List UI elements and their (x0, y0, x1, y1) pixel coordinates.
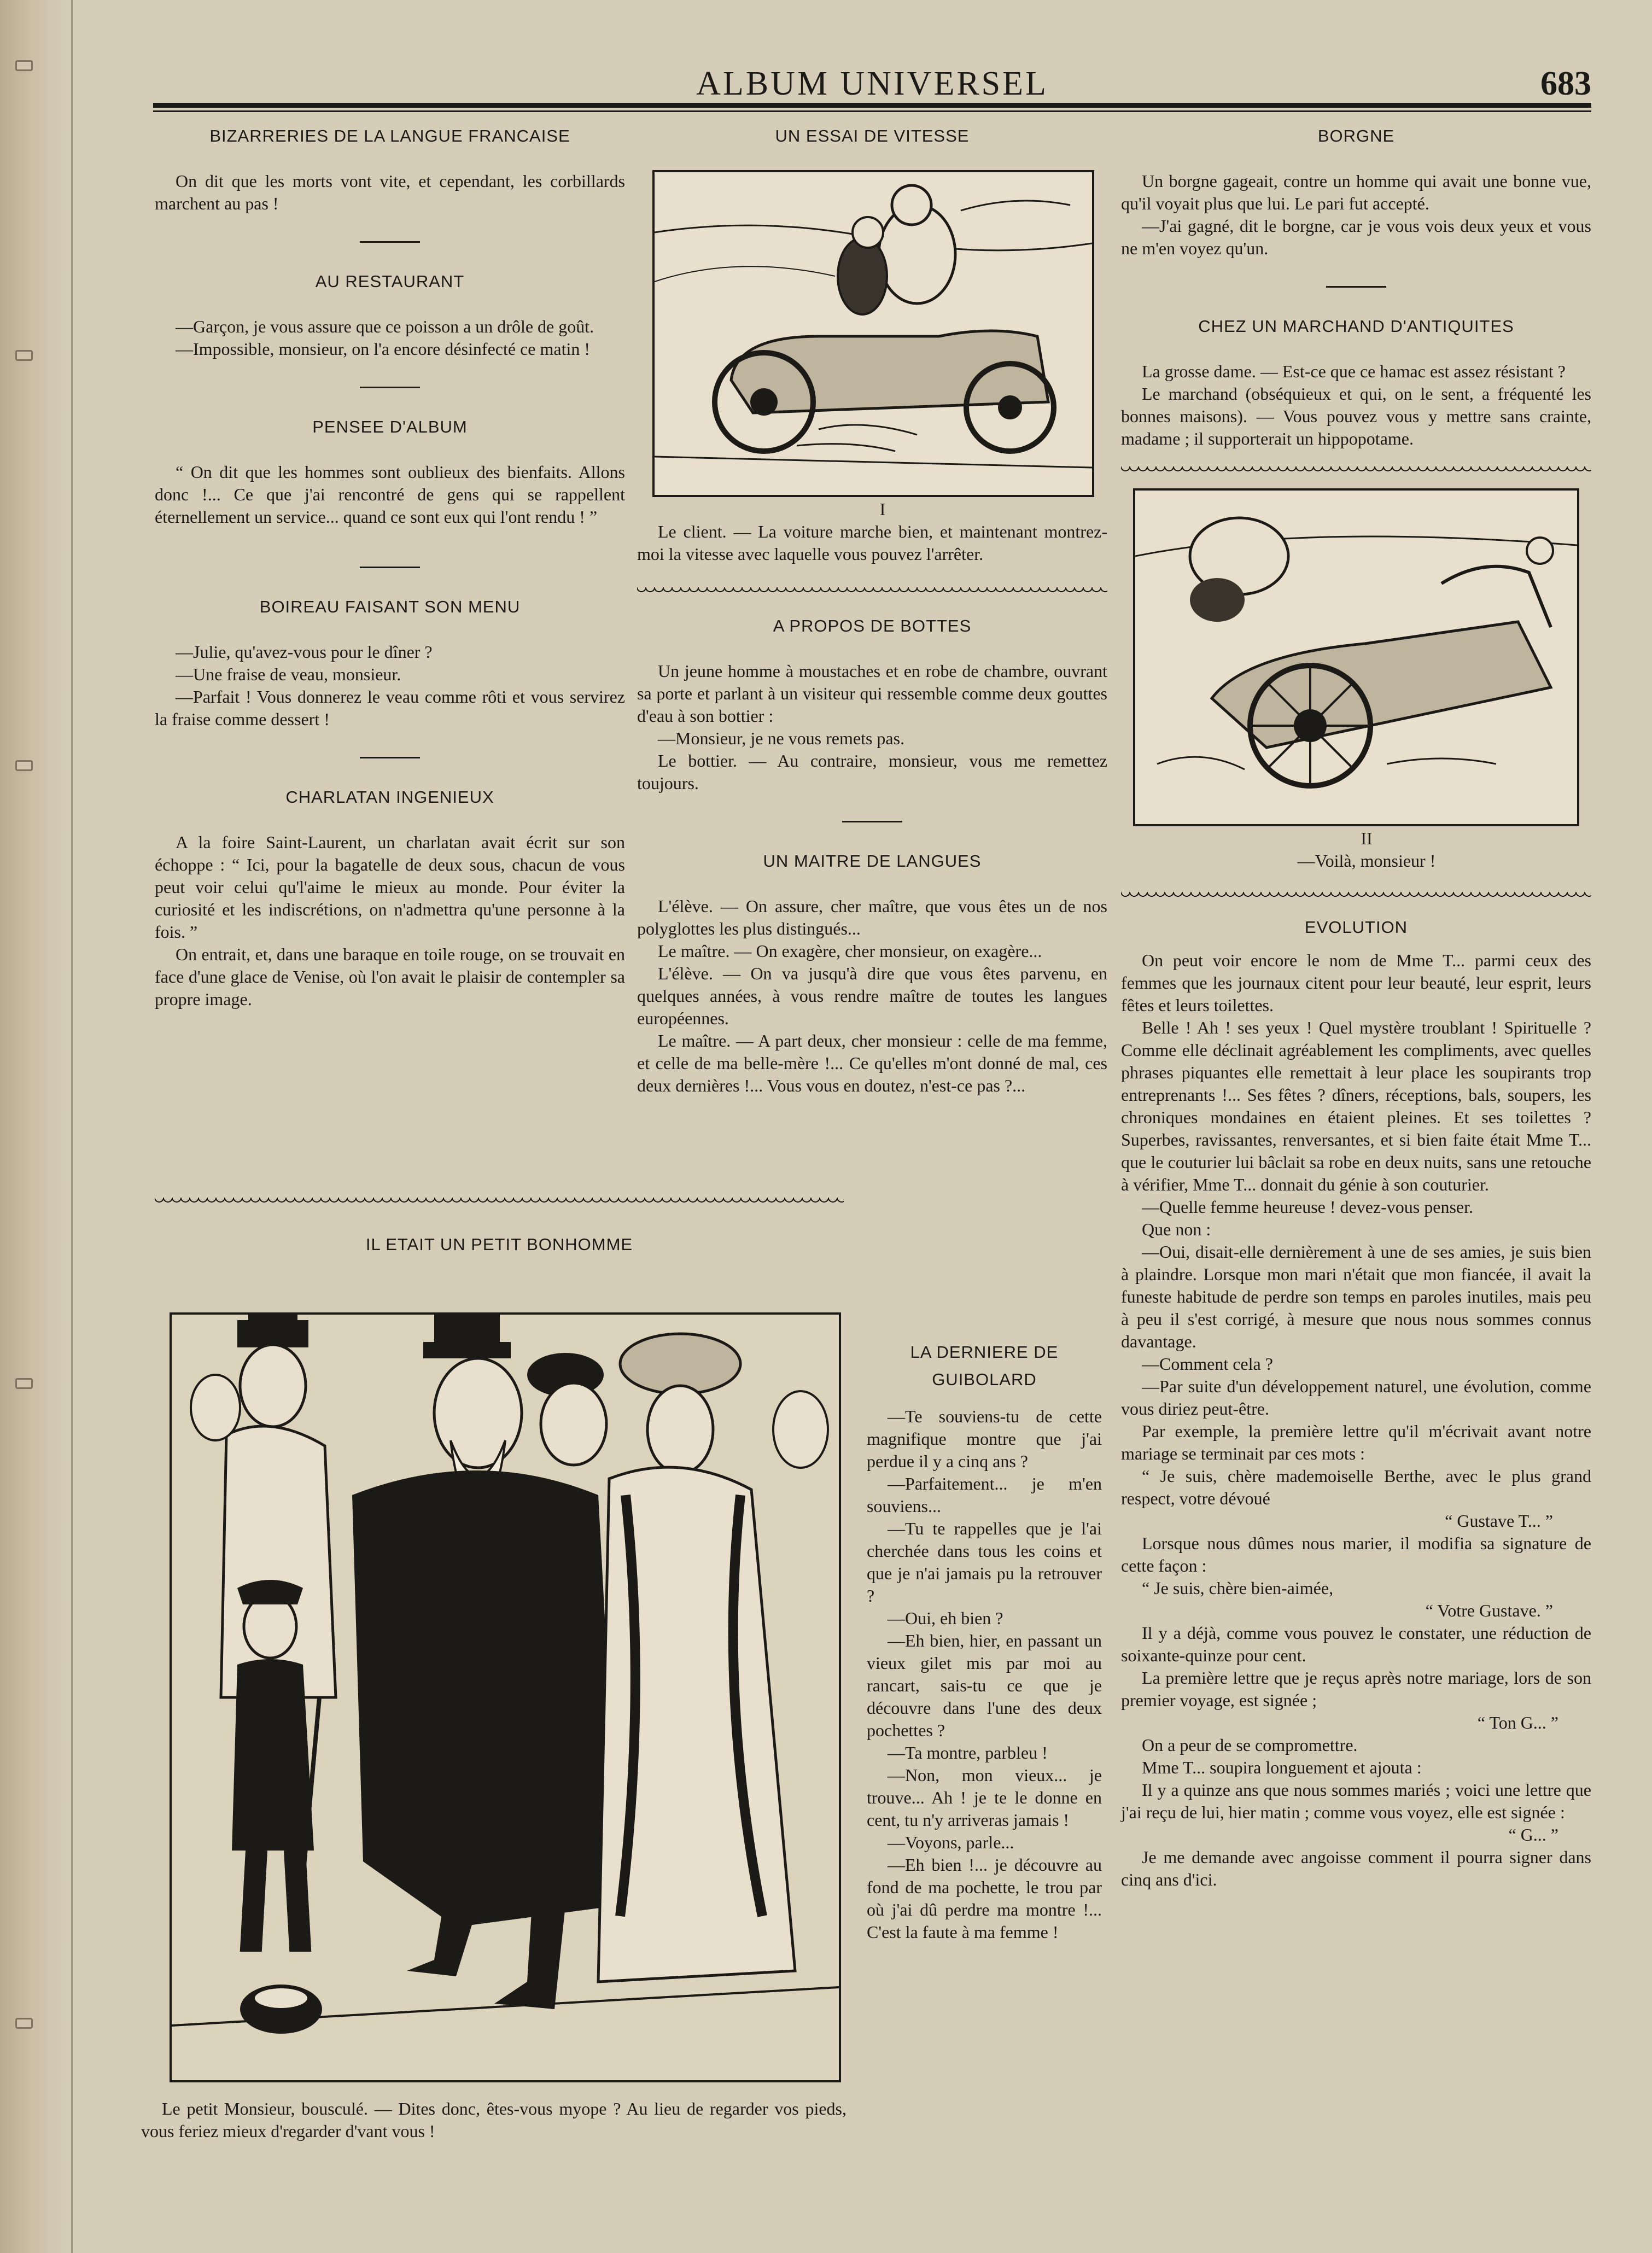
figure-caption: —Voilà, monsieur ! (1297, 851, 1436, 871)
paragraph: La première lettre que je reçus après notre mariage, lors de son premier voyage, est signée ; (1121, 1668, 1591, 1710)
paragraph: —Impossible, monsieur, on l'a encore désinfecté ce matin ! (176, 339, 591, 359)
paragraph: —Une fraise de veau, monsieur. (176, 664, 401, 684)
paragraph: Belle ! Ah ! ses yeux ! Quel mystère troublant ! Spirituelle ? Comme elle déclinait agréablement les compliments, avec quelles phrases piquantes elle remettait à leur place les soupirants trop entreprenants !... Ses fêtes ? dîners, réceptions, bals, soupers, les chroniques mondaines en étaient pleines. Et ses toilettes ? Superbes, ravissantes, renversantes, et si bien faite était Mme T... que le couturier lui bâclait sa robe en deux nuits, sans une retouche à vérifier, Mme T... donnait du génie à son couturier. (1121, 1018, 1591, 1194)
signature-line: “ Votre Gustave. ” (1425, 1601, 1553, 1620)
paragraph: —Par suite d'un développement naturel, une évolution, comme vous diriez peut-être. (1121, 1376, 1591, 1419)
page-header (153, 65, 1591, 108)
car-crash-drawing (1135, 491, 1577, 824)
paragraph: —Ta montre, parbleu ! (888, 1743, 1048, 1762)
paragraph: “ On dit que les hommes sont oublieux des bienfaits. Allons donc !... Ce que j'ai rencontré de gens qui se rappellent éternellement un service... quand ce sont eux qui l'ont rendu ! ” (155, 462, 625, 527)
signature-line: “ Ton G... ” (1477, 1713, 1558, 1732)
paragraph: —Monsieur, je ne vous remets pas. (658, 728, 905, 748)
paragraph: Que non : (1142, 1219, 1211, 1239)
figure-number: I (879, 499, 886, 519)
section-separator (842, 821, 902, 822)
guibolard-section (867, 1339, 1102, 1943)
paragraph: On entrait, et, dans une baraque en toile rouge, on se trouvait en face d'une glace de Venise, où l'on avait le plaisir de contempler sa propre image. (155, 944, 625, 1009)
paragraph: —Parfaitement... je m'en souviens... (867, 1474, 1102, 1516)
paragraph: On dit que les morts vont vite, et cependant, les corbillards marchent au pas ! (155, 171, 625, 213)
paragraph: —Garçon, je vous assure que ce poisson a un drôle de goût. (176, 317, 594, 336)
paragraph: Un jeune homme à moustaches et en robe de chambre, ouvrant sa porte et parlant à un visiteur qui ressemble comme deux gouttes d'eau à son bottier : (637, 661, 1107, 726)
paragraph: —Tu te rappelles que je l'ai cherchée dans tous les coins et que je n'ai jamais pu la retrouver ? (867, 1519, 1102, 1606)
wavy-separator-slot (637, 565, 1107, 615)
paragraph: Il y a quinze ans que nous sommes mariés ; voici une lettre que j'ai reçu de lui, hier matin ; comme vous voyez, elle est signée : (1121, 1780, 1591, 1822)
section-title-evolution: EVOLUTION (1304, 918, 1408, 937)
paragraph: Un borgne gageait, contre un homme qui avait une bonne vue, qu'il voyait plus que lui. Le pari fut accepté. (1121, 171, 1591, 213)
section-separator (1326, 286, 1386, 288)
section-separator (360, 757, 420, 758)
illustration-bonhomme (170, 1312, 841, 2082)
binding-stitch (15, 1378, 33, 1389)
page-number: 683 (1540, 65, 1591, 102)
section-title-vitesse: UN ESSAI DE VITESSE (775, 126, 970, 145)
signature-line: “ G... ” (1508, 1825, 1558, 1845)
paragraph: Il y a déjà, comme vous pouvez le constater, une réduction de soixante-quinze pour cent. (1121, 1623, 1591, 1665)
paragraph: —Comment cela ? (1142, 1354, 1273, 1374)
paragraph: Le marchand (obséquieux et qui, on le sent, a fréquenté les bonnes maisons). — Vous pouvez vous y mettre sans crainte, madame ; il supporterait un hippopotame. (1121, 384, 1591, 448)
paragraph: Je me demande avec angoisse comment il pourra signer dans cinq ans d'ici. (1121, 1847, 1591, 1889)
paragraph: —Oui, disait-elle dernièrement à une de ses amies, je suis bien à plaindre. Lorsque mon mari n'était que mon fiancée, il avait la funeste habitude de perdre son temps en paroles inutiles, mais peu à peu il s'est corrigé, à mesure que nous nous sommes connus davantage. (1121, 1242, 1591, 1351)
signature-line: “ Gustave T... ” (1445, 1511, 1553, 1531)
paragraph: “ Je suis, chère mademoiselle Berthe, avec le plus grand respect, votre dévoué (1121, 1466, 1591, 1508)
paragraph: —Non, mon vieux... je trouve... Ah ! je te le donne en cent, tu n'y arriveras jamais ! (867, 1765, 1102, 1830)
paragraph: —Julie, qu'avez-vous pour le dîner ? (176, 642, 433, 662)
paragraph: —Te souviens-tu de cette magnifique montre que j'ai perdue il y a cinq ans ? (867, 1406, 1102, 1471)
section-title-maitre: UN MAITRE DE LANGUES (763, 851, 982, 871)
paragraph: Par exemple, la première lettre qu'il m'écrivait avant notre mariage se terminait par ces mots : (1121, 1421, 1591, 1463)
illustration-automobile-crash (1133, 488, 1579, 826)
paragraph: On peut voir encore le nom de Mme T... parmi ceux des femmes que les journaux citent pour leur beauté, leur esprit, leurs fêtes et leurs toilettes. (1121, 950, 1591, 1015)
paragraph: La grosse dame. — Est-ce que ce hamac est assez résistant ? (1142, 361, 1566, 381)
section-separator (360, 241, 420, 243)
section-title-antiquites: CHEZ UN MARCHAND D'ANTIQUITES (1198, 317, 1514, 336)
paragraph: Le maître. — On exagère, cher monsieur, on exagère... (658, 941, 1042, 961)
section-title-bottes: A PROPOS DE BOTTES (773, 616, 972, 635)
paragraph: L'élève. — On assure, cher maître, que vous êtes un de nos polyglottes les plus distingués... (637, 896, 1107, 938)
paragraph: —Parfait ! Vous donnerez le veau comme rôti et vous servirez la fraise comme dessert ! (155, 687, 625, 729)
paragraph: A la foire Saint-Laurent, un charlatan avait écrit sur son échoppe : “ Ici, pour la bagatelle de deux sous, chacun de vous peut voir celui qu'l'aime le mieux au monde. Pour éviter la curiosité et les indiscrétions, on n'admettra qu'une personne à la fois. ” (155, 832, 625, 942)
paragraph: Mme T... soupira longuement et ajouta : (1142, 1758, 1422, 1777)
section-title-boireau: BOIREAU FAISANT SON MENU (259, 597, 521, 616)
header-rule-thick (153, 103, 1591, 108)
section-title-restaurant: AU RESTAURANT (315, 272, 465, 291)
section-title-bizarreries: BIZARRERIES DE LA LANGUE FRANCAISE (209, 126, 570, 145)
column-middle (637, 125, 1107, 1097)
section-title-borgne: BORGNE (1317, 126, 1395, 145)
bonhomme-section (155, 1233, 844, 1279)
paragraph: L'élève. — On va jusqu'à dire que vous êtes parvenu, en quelques années, à vous rendre maître de toutes les langues européennes. (637, 964, 1107, 1028)
column-left (155, 125, 625, 1011)
binding-stitch (15, 760, 33, 771)
paragraph: —J'ai gagné, dit le borgne, car je vous vois deux yeux et vous ne m'en voyez qu'un. (1121, 216, 1591, 258)
column-right (1121, 125, 1591, 1891)
figure-slot (637, 170, 1107, 498)
figure-number: II (1361, 828, 1373, 848)
paragraph: Le bottier. — Au contraire, monsieur, vous me remettez toujours. (637, 751, 1107, 793)
paragraph: —Eh bien, hier, en passant un vieux gilet mis par moi au rancart, sais-tu ce que je découvre dans l'une des deux pochettes ? (867, 1631, 1102, 1740)
paragraph: —Quelle femme heureuse ! devez-vous penser. (1142, 1197, 1473, 1217)
paragraph: —Eh bien !... je découvre au fond de ma pochette, le trou par où j'ai dû perdre ma montre !... C'est la faute à ma femme ! (867, 1855, 1102, 1942)
binding-stitch (15, 60, 33, 71)
header-rule-thin (153, 110, 1591, 112)
paragraph: On a peur de se compromettre. (1142, 1735, 1358, 1755)
figure-slot (1121, 488, 1591, 827)
paragraph: Le client. — La voiture marche bien, et maintenant montrez-moi la vitesse avec laquelle vous pouvez l'arrêter. (637, 522, 1107, 564)
wavy-separator (637, 587, 1107, 596)
paragraph: Le maître. — A part deux, cher monsieur : celle de ma femme, et celle de ma belle-mère !... Ce qu'elles m'ont donné de mal, ces deux dernières !... Vous vous en doutez, n'est-ce pas ?... (637, 1031, 1107, 1095)
binding-stitch (15, 350, 33, 361)
paragraph: “ Je suis, chère bien-aimée, (1142, 1578, 1334, 1598)
wavy-separator-slot (1121, 872, 1591, 916)
bonhomme-caption-block (141, 2098, 847, 2143)
section-separator (360, 387, 420, 388)
paragraph: Lorsque nous dûmes nous marier, il modifia sa signature de cette façon : (1121, 1533, 1591, 1575)
section-title-charlatan: CHARLATAN INGENIEUX (285, 787, 494, 807)
wavy-separator (1121, 892, 1591, 901)
paragraph: —Oui, eh bien ? (888, 1608, 1003, 1628)
section-separator (360, 567, 420, 568)
section-title-pensee: PENSEE D'ALBUM (312, 417, 468, 436)
journal-title: ALBUM UNIVERSEL (696, 65, 1048, 102)
illustration-automobile (652, 170, 1094, 497)
crowd-drawing (172, 1315, 839, 2080)
wavy-separator (1121, 466, 1591, 475)
section-title-guibolard: LA DERNIERE DE GUIBOLARD (910, 1343, 1059, 1389)
wavy-separator (155, 1198, 844, 1206)
car-drawing (655, 172, 1092, 495)
wavy-separator-slot (1121, 450, 1591, 488)
paragraph: —Voyons, parle... (888, 1832, 1014, 1852)
binding-stitch (15, 2018, 33, 2029)
section-title-bonhomme: IL ETAIT UN PETIT BONHOMME (365, 1235, 633, 1254)
figure-caption: Le petit Monsieur, bousculé. — Dites donc, êtes-vous myope ? Au lieu de regarder vos pieds, vous feriez mieux d'regarder d'vant vous ! (141, 2099, 847, 2141)
page-binding (0, 0, 73, 2253)
